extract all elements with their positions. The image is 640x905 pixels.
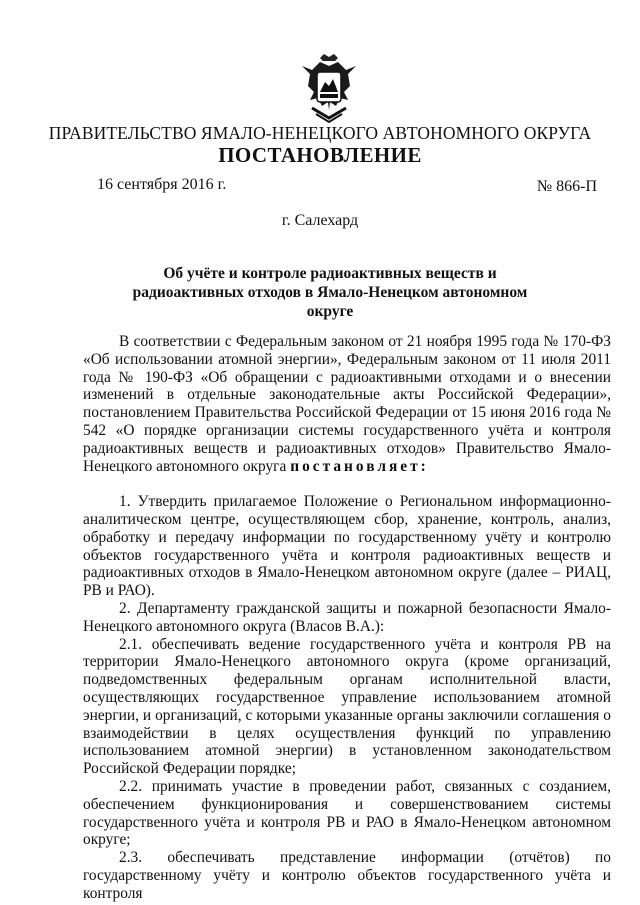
- government-title: ПРАВИТЕЛЬСТВО ЯМАЛО-НЕНЕЦКОГО АВТОНОМНОГО ОКРУГА: [48, 123, 592, 143]
- item-2-1: 2.1. обеспечивать ведение государственного учёта и контроля РВ на территории Ямало-Ненецкого автономного округа (кроме организаций, подведомственных федеральным органам исполнительной власти, осуществляющих государственное управление использованием атомной энергии, и организаций, с которыми указанные органы заключили соглашения о взаимодействии в целях осуществления функций по управлению использованием атомной энергии) в установленном законодательством Российской Федерации порядке;: [83, 635, 611, 778]
- coat-of-arms-icon: [298, 52, 360, 124]
- document-number: № 866-П: [536, 178, 597, 195]
- document-type: ПОСТАНОВЛЕНИЕ: [218, 143, 422, 167]
- preamble-paragraph: [83, 333, 611, 475]
- resolves-word: постановляет:: [290, 457, 429, 475]
- item-2-3: 2.3. обеспечивать представление информации (отчётов) по государственному учёту и контролю объектов государственного учёта и контроля: [83, 849, 611, 902]
- preamble-text: В соответствии с Федеральным законом от 21 ноября 1995 года № 170-ФЗ «Об использовании атомной энергии», Федеральным законом от 11 июля 2011 года № 190-ФЗ «Об обращении с радиоактивными отходами и о внесении изменений в отдельные законодательные акты Российской Федерации», постановлением Правительства Российской Федерации от 15 июня 2016 года № 542 «О порядке организации системы государственного учёта и контроля радиоактивных веществ и радиоактивных отходов» Правительство Ямало-Ненецкого автономного округа: [83, 333, 611, 475]
- document-date: 16 сентября 2016 г.: [97, 176, 227, 193]
- item-2-2: 2.2. принимать участие в проведении работ, связанных с созданием, обеспечением функционирования и совершенствованием системы государственного учёта и контроля РВ и РАО в Ямало-Ненецком автономном округе;: [83, 777, 611, 849]
- document-heading: Об учёте и контроле радиоактивных веществ и радиоактивных отходов в Ямало-Ненецком автономном округе: [132, 265, 528, 320]
- item-2: 2. Департаменту гражданской защиты и пожарной безопасности Ямало-Ненецкого автономного округа (Власов В.А.):: [83, 599, 611, 635]
- document-city: г. Салехард: [281, 212, 359, 229]
- document-body: [83, 333, 611, 903]
- item-1: 1. Утвердить прилагаемое Положение о Региональном информационно-аналитическом центре, осуществляющем сбор, хранение, контроль, анализ, обработку и передачу информации по государственному учёту и контролю объектов государственного учёта и контроля радиоактивных веществ и радиоактивных отходов в Ямало-Ненецком автономном округе (далее – РИАЦ, РВ и РАО).: [83, 493, 611, 600]
